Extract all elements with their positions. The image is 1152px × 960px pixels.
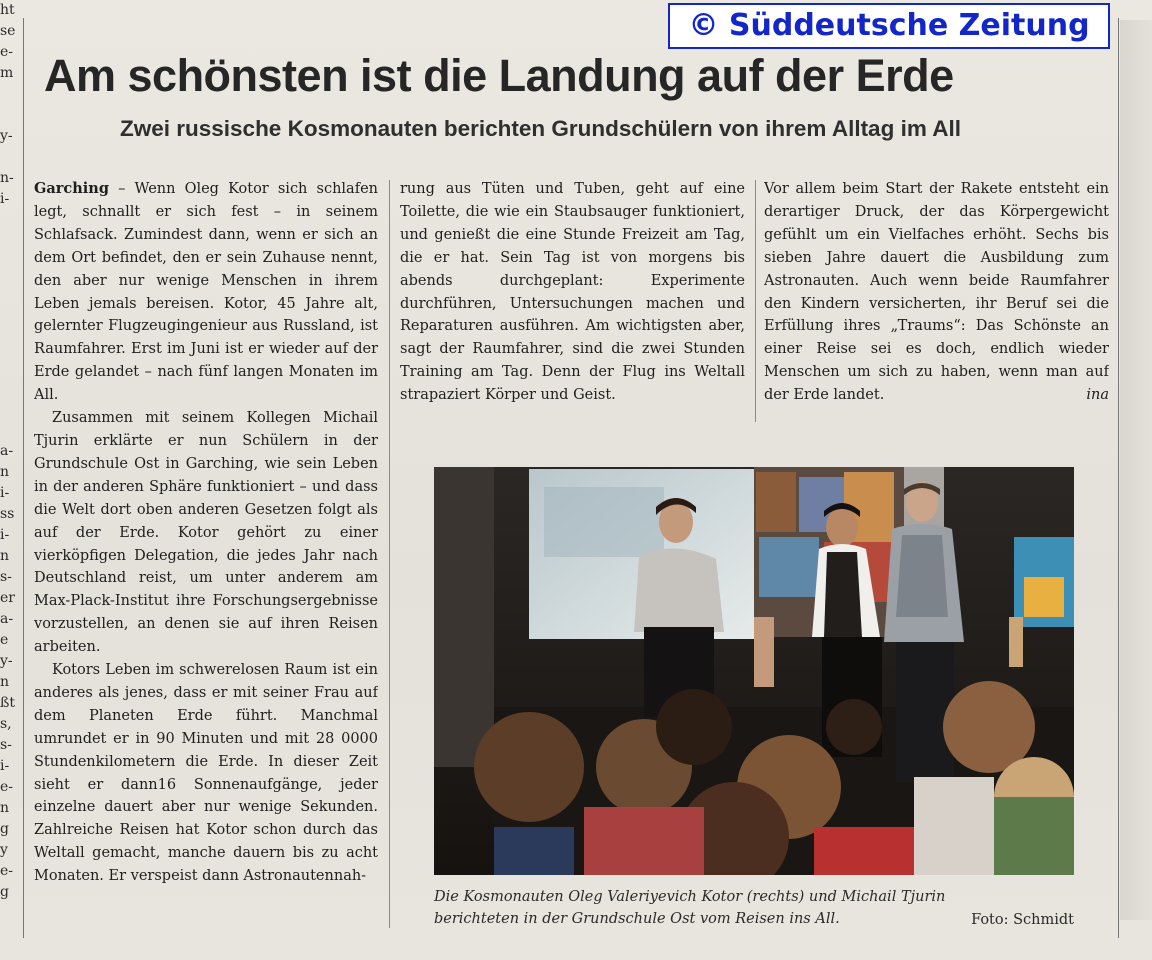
article-photo (434, 467, 1074, 875)
left-fragment-line (0, 336, 16, 357)
paragraph-5 (764, 178, 1109, 407)
paragraph-1 (34, 178, 378, 407)
left-fragment-line: s- (0, 737, 12, 753)
paragraph-4: rung aus Tüten und Tuben, geht auf eine Toilette, die wie ein Staubsauger funktioniert, und genießt die eine Stunde Freizeit am Tag, die er hat. Sein Tag ist von morgens bis abends durchgeplant: Experimente durchführen, Untersuchungen machen und Reparaturen ausführen. Am wichtigsten aber, sagt der Raumfahrer, sind die zwei Stunden Training am Tag. Denn der Flug ins Weltall strapaziert Körper und Geist. (400, 181, 745, 404)
left-fragment-line (0, 378, 16, 399)
left-fragment-line: s, (0, 716, 12, 732)
left-fragment-line: y- (0, 653, 13, 669)
left-fragment-line (0, 252, 16, 273)
left-fragment-line: i- (0, 191, 10, 207)
left-fragment-line (0, 273, 16, 294)
left-fragment-line (0, 315, 16, 336)
left-fragment-line: a- (0, 611, 14, 627)
left-fragment-line (0, 399, 16, 420)
article-headline: Am schönsten ist die Landung auf der Erde (44, 50, 954, 101)
left-fragment-line: n (0, 464, 10, 480)
left-fragment-line: e- (0, 863, 14, 879)
left-column-fragment (0, 0, 16, 960)
left-fragment-line: a- (0, 443, 14, 459)
photo-credit: Foto: Schmidt (971, 912, 1074, 928)
article-column-2 (400, 178, 745, 428)
left-fragment-line (0, 357, 16, 378)
caption-line-2: berichteten in der Grundschule Ost vom Reisen ins All. (434, 911, 840, 927)
left-fragment-line: i- (0, 485, 10, 501)
left-fragment-line: e (0, 632, 9, 648)
right-column-rule (1118, 18, 1119, 938)
left-fragment-line: n (0, 800, 10, 816)
left-fragment-line: n- (0, 170, 14, 186)
paragraph-3: Kotors Leben im schwerelosen Raum ist ein anderes als jenes, dass er mit seiner Frau auf dem Planeten Erde führt. Manchmal umrundet er in 90 Minuten und mit 28 0000 Stundenkilometern die Erde. In dieser Zeit sieht er dann16 Sonnenaufgänge, jeder einzelne dauert aber nur wenige Sekunden. Zahlreiche Reisen hat Kotor schon durch das Weltall gemacht, manche dauern bis zu acht Monaten. Er verspeist dann Astronautennah- (34, 662, 378, 885)
left-fragment-line: y (0, 842, 8, 858)
left-fragment-line (0, 105, 16, 126)
caption-line-1: Die Kosmonauten Oleg Valeriyevich Kotor (rechts) und Michail Tjurin (434, 889, 946, 905)
left-column-rule (23, 18, 24, 938)
left-fragment-line (0, 210, 16, 231)
column-rule-2 (755, 180, 756, 422)
author-initials: ina (1086, 387, 1109, 404)
left-fragment-line (0, 231, 16, 252)
article-column-3 (764, 178, 1109, 428)
photo-illustration (434, 467, 1074, 875)
dateline: Garching (34, 180, 109, 197)
left-fragment-line: ht (0, 2, 15, 18)
left-fragment-line: i- (0, 758, 10, 774)
left-fragment-line: e- (0, 44, 14, 60)
left-fragment-line (0, 147, 16, 168)
left-fragment-line (0, 294, 16, 315)
left-fragment-line: g (0, 821, 9, 837)
paragraph-1-text: – Wenn Oleg Kotor sich schlafen legt, schnallt er sich fest – in seinem Schlafsack. Zumindest dann, wenn er sich an dem Ort befindet, den er sein Zuhause nennt, den aber nur wenige Menschen in ihrem Leben jemals bereisen. Kotor, 45 Jahre alt, gelernter Flugzeugingenieur aus Russland, ist Raumfahrer. Erst im Juni ist er wieder auf der Erde gelandet – nach fünf langen Monaten im All. (34, 181, 378, 404)
column-rule-1 (389, 180, 390, 928)
left-fragment-line: ss (0, 506, 15, 522)
left-fragment-line: y- (0, 128, 13, 144)
left-fragment-line: e- (0, 779, 14, 795)
copyright-watermark: © Süddeutsche Zeitung (668, 3, 1110, 49)
left-fragment-line: er (0, 590, 15, 606)
left-fragment-line: i- (0, 527, 10, 543)
paragraph-5-text: Vor allem beim Start der Rakete entsteht ein derartiger Druck, der das Körpergewicht gefühlt um ein Vielfaches erhöht. Sechs bis sieben Jahre dauert die Ausbildung zum Astronauten. Auch wenn beide Raumfahrer den Kindern versicherten, ihr Beruf sei die Erfüllung ihres „Traums“: Das Schönste an einer Reise sei es doch, endlich wieder Menschen um sich zu haben, wenn man auf der Erde landet. (764, 181, 1109, 404)
left-fragment-line: n (0, 548, 10, 564)
paragraph-2: Zusammen mit seinem Kollegen Michail Tjurin erklärte er nun Schülern in der Grundschule Ost in Garching, wie sein Leben in der anderen Sphäre funktioniert – und dass die Welt dort oben anderen Gesetzen folgt als auf der Erde. Kotor gehört zu einer vierköpfigen Delegation, die jedes Jahr nach Deutschland reist, um unter anderem am Max-Plack-Institut ihre Forschungsergebnisse vorzustellen, an denen sie auf ihren Reisen arbeiten. (34, 410, 378, 656)
left-fragment-line: m (0, 65, 14, 81)
left-fragment-line: g (0, 884, 9, 900)
left-fragment-line (0, 84, 16, 105)
right-page-edge (1120, 20, 1152, 920)
left-fragment-line: n (0, 674, 10, 690)
left-fragment-line (0, 420, 16, 441)
article-column-1 (34, 178, 378, 938)
article-subheadline: Zwei russische Kosmonauten berichten Grundschülern von ihrem Alltag im All (120, 116, 961, 141)
left-fragment-line: ßt (0, 695, 15, 711)
left-fragment-line: se (0, 23, 16, 39)
left-fragment-line: s- (0, 569, 12, 585)
